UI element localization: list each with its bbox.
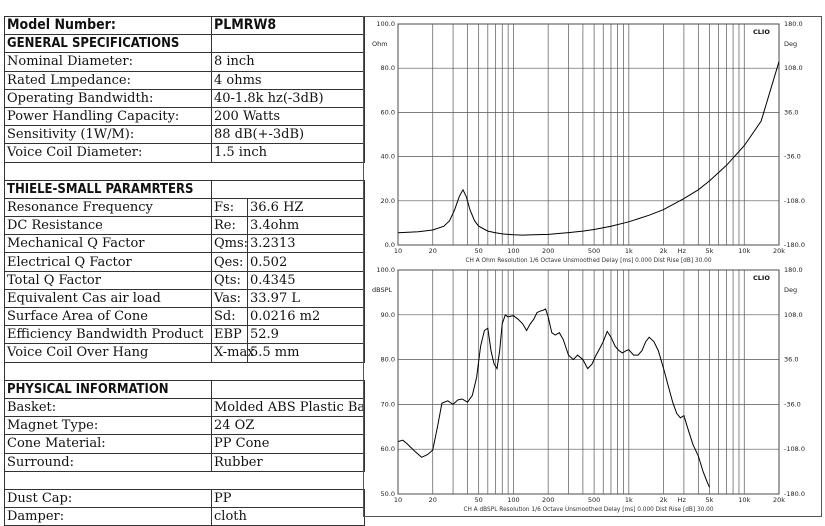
x-tick-label: 100 — [507, 496, 520, 504]
y-tick-label: 80.0 — [380, 64, 395, 73]
ts-value: 3.4ohm — [248, 217, 365, 235]
y-tick-label: 70.0 — [380, 400, 395, 409]
blank-row — [5, 162, 365, 180]
ts-value: 52.9 — [248, 326, 365, 344]
ts-symbol: Vas: — [212, 289, 248, 307]
physical-row — [5, 508, 365, 526]
physical-value: Rubber — [212, 453, 365, 471]
x-unit-label: Hz — [677, 247, 686, 255]
physical-row — [5, 489, 365, 507]
empty-cell — [212, 35, 365, 53]
ts-label: Total Q Factor — [5, 271, 212, 289]
spec-label: Power Handling Capacity: — [5, 107, 212, 125]
y-tick-label: 60.0 — [380, 445, 395, 454]
y2-unit-label: Deg — [784, 40, 798, 48]
x-tick-label: 10k — [738, 247, 751, 255]
spec-label: Operating Bandwidth: — [5, 89, 212, 107]
x-tick-label: 10 — [393, 247, 403, 255]
ts-symbol: Sd: — [212, 308, 248, 326]
ts-row — [5, 344, 365, 362]
y2-tick-label: 108.0 — [784, 64, 803, 73]
series-line — [398, 309, 710, 487]
ts-label: Efficiency Bandwidth Product — [5, 326, 212, 344]
spec-value: 1.5 inch — [212, 144, 365, 162]
frequency-response-chart — [365, 264, 821, 517]
ts-row — [5, 198, 365, 216]
physical-row — [5, 398, 365, 416]
x-tick-label: 50 — [474, 247, 483, 255]
physical-value: cloth — [212, 508, 365, 526]
x-tick-label: 200 — [541, 247, 555, 255]
model-label: Model Number: — [5, 17, 212, 35]
x-tick-label: 5k — [705, 496, 714, 504]
ts-row — [5, 326, 365, 344]
empty-cell — [5, 471, 212, 489]
empty-cell — [5, 162, 212, 180]
section-heading: GENERAL SPECIFICATIONS — [5, 35, 212, 53]
empty-cell — [5, 362, 212, 380]
y-unit-label: dBSPL — [372, 286, 393, 294]
y2-tick-label: -108.0 — [784, 445, 805, 454]
section-heading: PHYSICAL INFORMATION — [5, 380, 212, 398]
physical-row — [5, 435, 365, 453]
y-tick-label: 40.0 — [380, 152, 395, 161]
spec-label: Rated Lmpedance: — [5, 71, 212, 89]
y-tick-label: 50.0 — [380, 490, 395, 498]
physical-label: Damper: — [5, 508, 212, 526]
ts-label: Resonance Frequency — [5, 198, 212, 216]
y2-tick-label: -36.0 — [784, 152, 801, 161]
plot-area — [398, 270, 779, 494]
x-tick-label: 100 — [507, 247, 520, 255]
x-tick-label: 20k — [772, 247, 786, 255]
physical-label: Surround: — [5, 453, 212, 471]
ts-row — [5, 253, 365, 271]
spec-value: 200 Watts — [212, 107, 365, 125]
impedance-chart — [365, 17, 821, 265]
y2-tick-label: 36.0 — [784, 355, 799, 364]
ts-row — [5, 308, 365, 326]
y2-tick-label: -180.0 — [784, 490, 805, 498]
x-tick-label: 2k — [659, 247, 668, 255]
spec-value: 88 dB(+-3dB) — [212, 126, 365, 144]
empty-cell — [212, 471, 365, 489]
y2-tick-label: 180.0 — [784, 20, 803, 28]
x-tick-label: 2k — [659, 496, 668, 504]
physical-label: Basket: — [5, 398, 212, 416]
ts-value: 0.502 — [248, 253, 365, 271]
x-tick-label: 20 — [428, 496, 437, 504]
physical-row — [5, 417, 365, 435]
x-tick-label: 10k — [738, 496, 751, 504]
y-tick-label: 20.0 — [380, 196, 395, 205]
ts-label: Electrical Q Factor — [5, 253, 212, 271]
empty-cell — [212, 362, 365, 380]
ts-value: 5.5 mm — [248, 344, 365, 362]
physical-row — [5, 453, 365, 471]
ts-symbol: Qts: — [212, 271, 248, 289]
spec-label: Nominal Diameter: — [5, 53, 212, 71]
ts-label: DC Resistance — [5, 217, 212, 235]
y2-tick-label: -36.0 — [784, 400, 801, 409]
ts-row — [5, 217, 365, 235]
physical-label: Dust Cap: — [5, 489, 212, 507]
ts-label: Voice Coil Over Hang — [5, 344, 212, 362]
physical-heading-row — [5, 380, 365, 398]
physical-value: PP Cone — [212, 435, 365, 453]
brand-label: CLIO — [753, 28, 770, 36]
brand-label: CLIO — [753, 274, 770, 282]
physical-value: 24 OZ — [212, 417, 365, 435]
ts-label: Equivalent Cas air load — [5, 289, 212, 307]
y-tick-label: 80.0 — [380, 355, 395, 364]
empty-cell — [212, 162, 365, 180]
ts-label: Surface Area of Cone — [5, 308, 212, 326]
ts-row — [5, 289, 365, 307]
y2-tick-label: 36.0 — [784, 108, 799, 117]
physical-label: Magnet Type: — [5, 417, 212, 435]
spec-row — [5, 89, 365, 107]
y2-unit-label: Deg — [784, 286, 798, 294]
empty-cell — [212, 380, 365, 398]
empty-cell — [212, 180, 365, 198]
section-heading: THIELE-SMALL PARAMRTERS — [5, 180, 212, 198]
y-unit-label: Ohm — [372, 40, 388, 48]
ts-value: 0.4345 — [248, 271, 365, 289]
ts-symbol: Qes: — [212, 253, 248, 271]
chart-footer: CH A dBSPL Resolution 1/6 Octave Unsmoothed Delay [ms] 0.000 Dist Rise [dB] 30.00 — [463, 507, 714, 513]
spec-label: Voice Coil Diameter: — [5, 144, 212, 162]
spec-table — [4, 16, 365, 526]
spec-value: 4 ohms — [212, 71, 365, 89]
plot-area — [398, 24, 779, 245]
spec-row — [5, 107, 365, 125]
ts-symbol: Qms: — [212, 235, 248, 253]
spec-row — [5, 53, 365, 71]
ts-value: 36.6 HZ — [248, 198, 365, 216]
x-tick-label: 500 — [587, 247, 601, 255]
y2-tick-label: -108.0 — [784, 196, 805, 205]
model-value: PLMRW8 — [212, 17, 365, 35]
ts-symbol: X-max — [212, 344, 248, 362]
ts-heading-row — [5, 180, 365, 198]
y-tick-label: 100.0 — [376, 266, 395, 274]
spec-row — [5, 144, 365, 162]
general-heading-row — [5, 35, 365, 53]
spec-value: 8 inch — [212, 53, 365, 71]
blank-row — [5, 362, 365, 380]
chart-footer: CH A Ohm Resolution 1/6 Octave Unsmoothed Delay [ms] 0.000 Dist Rise [dB] 30.00 — [465, 258, 712, 264]
y-tick-label: 90.0 — [380, 310, 395, 319]
x-tick-label: 20k — [772, 496, 786, 504]
x-tick-label: 500 — [587, 496, 601, 504]
ts-symbol: Re: — [212, 217, 248, 235]
spec-row — [5, 71, 365, 89]
x-tick-label: 200 — [541, 496, 555, 504]
y-tick-label: 60.0 — [380, 108, 395, 117]
series-line — [398, 62, 779, 236]
x-tick-label: 10 — [393, 496, 403, 504]
ts-symbol: EBP — [212, 326, 248, 344]
ts-row — [5, 271, 365, 289]
y2-tick-label: 180.0 — [784, 266, 803, 274]
spec-value: 40-1.8k hz(-3dB) — [212, 89, 365, 107]
physical-value: PP — [212, 489, 365, 507]
ts-label: Mechanical Q Factor — [5, 235, 212, 253]
x-tick-label: 50 — [474, 496, 483, 504]
spec-label: Sensitivity (1W/M): — [5, 126, 212, 144]
y2-tick-label: -180.0 — [784, 241, 805, 249]
blank-row — [5, 471, 365, 489]
ts-value: 0.0216 m2 — [248, 308, 365, 326]
x-tick-label: 5k — [705, 247, 714, 255]
x-tick-label: 1k — [624, 247, 633, 255]
x-tick-label: 20 — [428, 247, 437, 255]
ts-row — [5, 235, 365, 253]
physical-label: Cone Material: — [5, 435, 212, 453]
spec-row — [5, 126, 365, 144]
ts-value: 33.97 L — [248, 289, 365, 307]
y-tick-label: 0.0 — [384, 241, 395, 249]
y-tick-label: 100.0 — [376, 20, 395, 28]
model-row — [5, 17, 365, 35]
x-tick-label: 1k — [624, 496, 633, 504]
ts-value: 3.2313 — [248, 235, 365, 253]
y2-tick-label: 108.0 — [784, 310, 803, 319]
x-unit-label: Hz — [677, 496, 686, 504]
ts-symbol: Fs: — [212, 198, 248, 216]
physical-value: Molded ABS Plastic Ba — [212, 398, 365, 416]
